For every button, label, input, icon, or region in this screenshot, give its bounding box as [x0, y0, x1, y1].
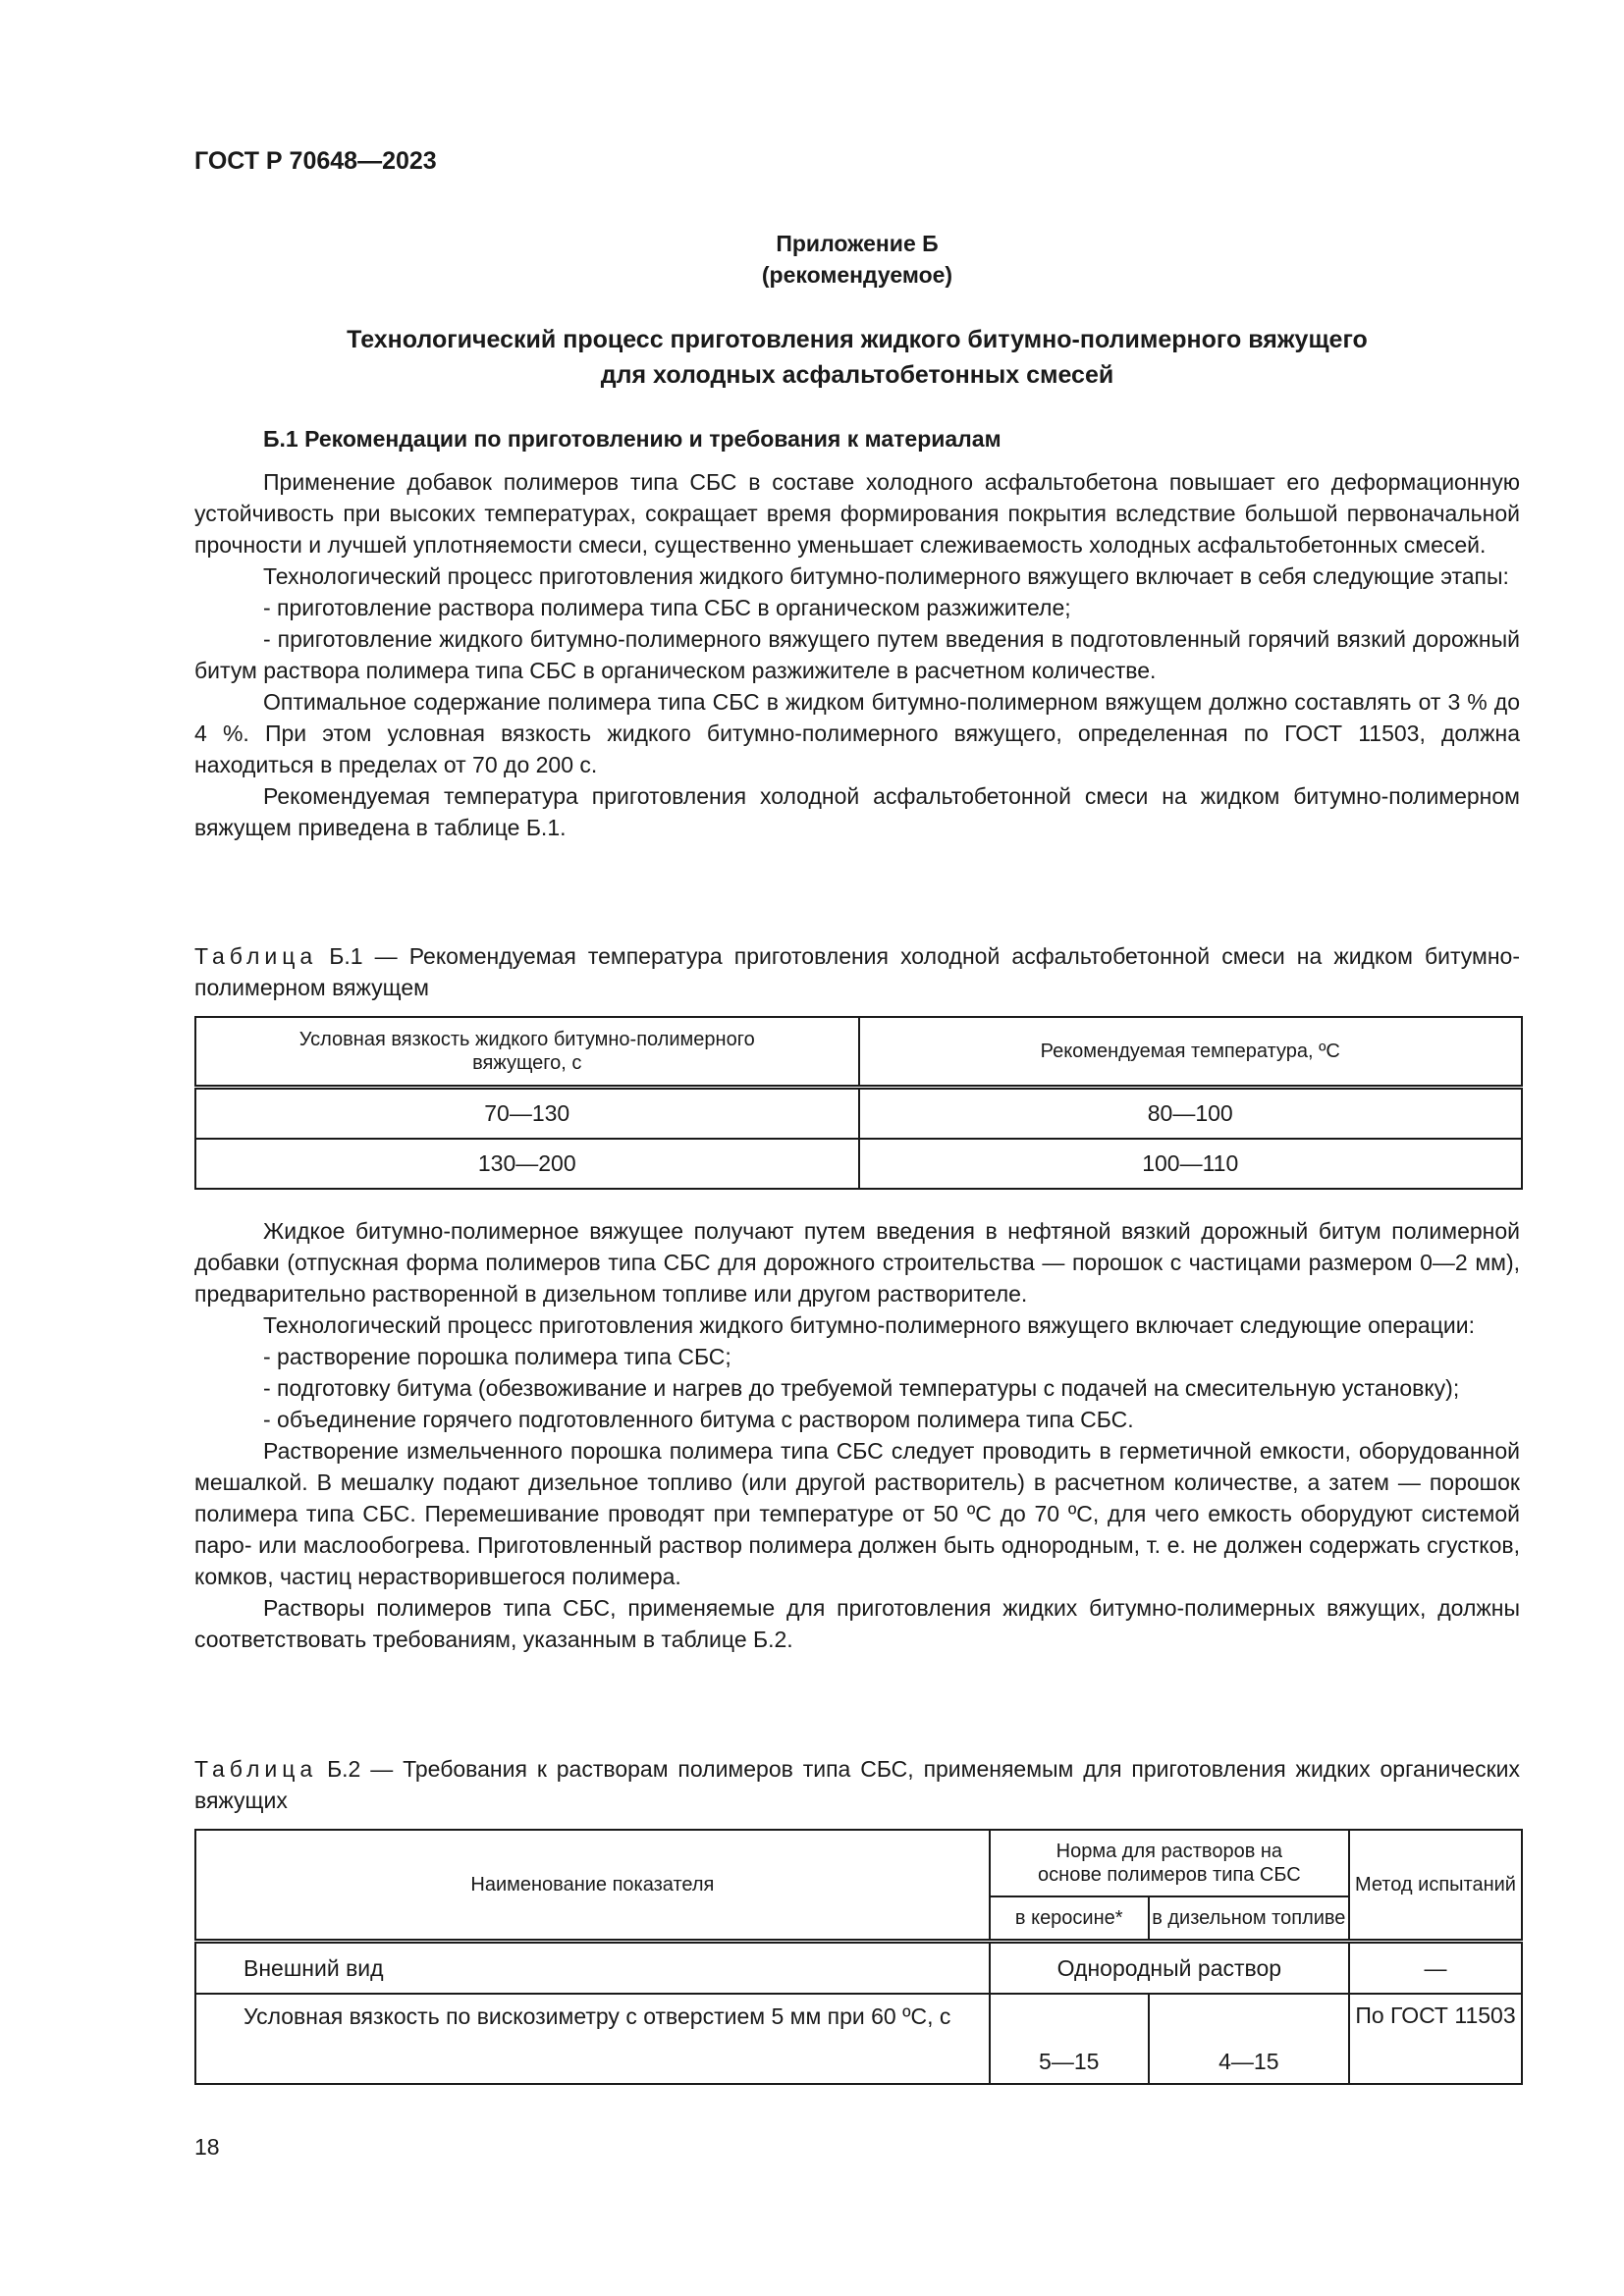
- list-item: - объединение горячего подготовленного битума с раствором полимера типа СБС.: [263, 1407, 1134, 1432]
- table-cell: 100—110: [859, 1139, 1523, 1189]
- table-1: [194, 1016, 1523, 1190]
- paragraph: Технологический процесс приготовления жидкого битумно-полимерного вяжущего включает в себя следующие этапы:: [263, 563, 1509, 589]
- table-header-cell: в керосине*: [990, 1896, 1149, 1942]
- table-2: [194, 1829, 1523, 2085]
- table-header-cell: в дизельном топливе: [1149, 1896, 1349, 1942]
- table-cell: 4—15: [1149, 1994, 1349, 2084]
- table-cell: 5—15: [990, 1994, 1149, 2084]
- table-header-cell: Метод испытаний: [1349, 1830, 1522, 1942]
- appendix-title: [194, 322, 1520, 393]
- table-row: [195, 1994, 1522, 2084]
- table-row: [195, 1942, 1522, 1995]
- table-caption-text: Б.2 — Требования к растворам полимеров типа СБС, применяемым для приготовления жидких органических вяжущих: [194, 1756, 1521, 1813]
- table-2-caption: [194, 1753, 1520, 1816]
- table-header-cell: Наименование показателя: [195, 1830, 990, 1942]
- paragraph: Жидкое битумно-полимерное вяжущее получают путем введения в нефтяной вязкий дорожный битум полимерной добавки (отпускная форма полимеров типа СБС для дорожного строительства — порошок с частицами размером 0—2 мм), предварительно растворенной в дизельном топливе или другом растворителе.: [194, 1218, 1520, 1307]
- paragraph: Оптимальное содержание полимера типа СБС в жидком битумно-полимерном вяжущем должно составлять от 3 % до 4 %. При этом условная вязкость жидкого битумно-полимерного вяжущего, определенная по ГОСТ 11503, должна находиться в пределах от 70 до 200 с.: [194, 689, 1520, 777]
- list-item: - растворение порошка полимера типа СБС;: [263, 1344, 731, 1369]
- list-item: - подготовку битума (обезвоживание и нагрев до требуемой температуры с подачей на смесительную установку);: [263, 1375, 1460, 1401]
- title-line-2: для холодных асфальтобетонных смесей: [600, 361, 1114, 389]
- table-cell: 130—200: [195, 1139, 859, 1189]
- appendix-status: (рекомендуемое): [761, 262, 953, 288]
- paragraph: Технологический процесс приготовления жидкого битумно-полимерного вяжущего включает следующие операции:: [263, 1312, 1475, 1338]
- table-row: [195, 1088, 1522, 1140]
- table-caption-text: Б.1 — Рекомендуемая температура приготовления холодной асфальтобетонной смеси на жидком битумно-полимерном вяжущем: [194, 943, 1521, 1000]
- paragraph: Растворы полимеров типа СБС, применяемые для приготовления жидких битумно-полимерных вяжущих, должны соответствовать требованиям, указанным в таблице Б.2.: [194, 1595, 1520, 1652]
- body-block-1: [194, 466, 1520, 843]
- page-number: 18: [194, 2134, 220, 2160]
- body-block-2: [194, 1215, 1520, 1655]
- document-code: ГОСТ Р 70648—2023: [194, 147, 437, 175]
- list-item: - приготовление раствора полимера типа СБС в органическом разжижителе;: [263, 595, 1071, 620]
- table-header-cell: Рекомендуемая температура, ºС: [859, 1017, 1523, 1088]
- table-cell: 80—100: [859, 1088, 1523, 1140]
- appendix-heading: [194, 228, 1520, 291]
- title-line-1: Технологический процесс приготовления жидкого битумно-полимерного вяжущего: [347, 326, 1368, 353]
- table-cell: По ГОСТ 11503: [1349, 1994, 1522, 2084]
- table-row: [195, 1139, 1522, 1189]
- table-cell: Однородный раствор: [990, 1942, 1349, 1995]
- table-header-cell: Условная вязкость жидкого битумно-полимерного вяжущего, с: [195, 1017, 859, 1088]
- section-heading: Б.1 Рекомендации по приготовлению и требования к материалам: [263, 426, 1001, 452]
- table-1-caption: [194, 940, 1520, 1003]
- table-cell: Условная вязкость по вискозиметру с отверстием 5 мм при 60 ºС, с: [195, 1994, 990, 2084]
- table-header-cell: Норма для растворов на основе полимеров типа СБС: [990, 1830, 1349, 1896]
- table-header-row: [195, 1830, 1522, 1896]
- list-item: - приготовление жидкого битумно-полимерного вяжущего путем введения в подготовленный горячий вязкий дорожный битум раствора полимера типа СБС в органическом разжижителе в расчетном количестве.: [194, 626, 1520, 683]
- table-cell: Внешний вид: [195, 1942, 990, 1995]
- table-label: Таблица: [194, 1756, 318, 1782]
- table-header-row: [195, 1017, 1522, 1088]
- table-label: Таблица: [194, 943, 318, 969]
- paragraph: Растворение измельченного порошка полимера типа СБС следует проводить в герметичной емкости, оборудованной мешалкой. В мешалку подают дизельное топливо (или другой растворитель) в расчетном количестве, а затем — порошок полимера типа СБС. Перемешивание проводят при температуре от 50 ºС до 70 ºС, для чего емкость оборудуют системой паро- или маслообогрева. Приготовленный раствор полимера должен быть однородным, т. е. не должен содержать сгустков, комков, частиц нерастворившегося полимера.: [194, 1438, 1520, 1589]
- paragraph: Применение добавок полимеров типа СБС в составе холодного асфальтобетона повышает его деформационную устойчивость при высоких температурах, сокращает время формирования покрытия вследствие большой первоначальной прочности и лучшей уплотняемости смеси, существенно уменьшает слеживаемость холодных асфальтобетонных смесей.: [194, 469, 1520, 558]
- table-cell: —: [1349, 1942, 1522, 1995]
- appendix-label: Приложение Б: [776, 231, 939, 256]
- paragraph: Рекомендуемая температура приготовления холодной асфальтобетонной смеси на жидком битумно-полимерном вяжущем приведена в таблице Б.1.: [194, 783, 1520, 840]
- table-cell: 70—130: [195, 1088, 859, 1140]
